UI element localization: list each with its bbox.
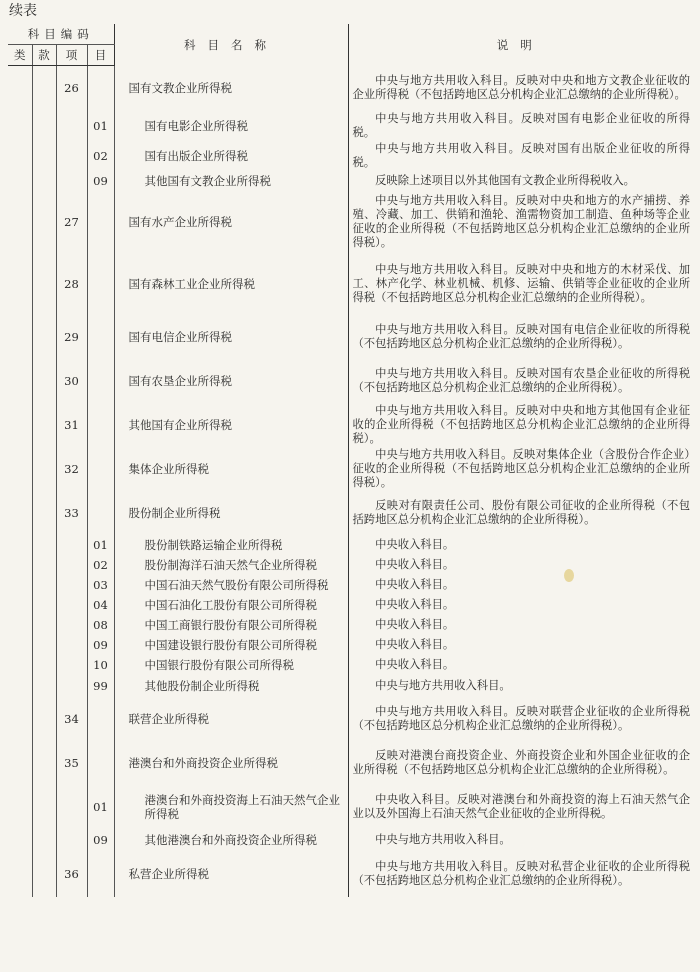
table-row (8, 741, 692, 785)
kuan-cell (32, 741, 56, 785)
subject-name-cell: 其他股份制企业所得税 (114, 675, 348, 697)
xiang-cell (56, 171, 87, 191)
mu-cell (87, 65, 114, 110)
mu-cell: 03 (87, 575, 114, 595)
mu-cell (87, 191, 114, 253)
lei-cell (8, 315, 32, 359)
xiang-cell (56, 615, 87, 635)
mu-cell (87, 403, 114, 447)
lei-cell (8, 851, 32, 897)
subject-code-table (8, 24, 692, 897)
table-row (8, 655, 692, 675)
xiang-cell (56, 141, 87, 171)
table-row (8, 141, 692, 171)
table-row (8, 359, 692, 403)
table-row (8, 785, 692, 829)
description-cell: 中央与地方共用收入科目。反映对国有农垦企业征收的所得税（不包括跨地区总分机构企业汇总缴纳的企业所得税）。 (352, 367, 690, 394)
kuan-cell (32, 697, 56, 741)
lei-cell (8, 447, 32, 491)
table-row (8, 555, 692, 575)
mu-cell (87, 491, 114, 535)
description-cell: 中央与地方共用收入科目。反映对中央和地方的木材采伐、加工、林产化学、林业机械、机修、运输、供销等企业征收的企业所得税（不包括跨地区总分机构企业汇总缴纳的企业所得税）。 (352, 263, 690, 304)
mu-cell (87, 447, 114, 491)
lei-cell (8, 555, 32, 575)
lei-cell (8, 65, 32, 110)
xiang-cell (56, 555, 87, 575)
subject-name-cell: 股份制海洋石油天然气企业所得税 (114, 555, 348, 575)
xiang-cell: 33 (56, 491, 87, 535)
subject-name-cell: 国有水产企业所得税 (114, 191, 348, 253)
subject-name-cell: 私营企业所得税 (114, 851, 348, 897)
subject-name-cell: 港澳台和外商投资海上石油天然气企业所得税 (114, 785, 348, 829)
description-cell: 中央收入科目。反映对港澳台和外商投资的海上石油天然气企业以及外国海上石油天然气企业征收的企业所得税。 (352, 793, 690, 820)
mu-cell: 01 (87, 535, 114, 555)
subject-name-cell: 国有出版企业所得税 (114, 141, 348, 171)
description-cell: 中央与地方共用收入科目。反映对中央和地方其他国有企业征收的企业所得税（不包括跨地区总分机构企业汇总缴纳的企业所得税）。 (352, 404, 690, 445)
table-row (8, 697, 692, 741)
kuan-cell (32, 829, 56, 851)
subject-name-cell: 股份制企业所得税 (114, 491, 348, 535)
lei-cell (8, 675, 32, 697)
lei-cell (8, 635, 32, 655)
subject-name-cell: 联营企业所得税 (114, 697, 348, 741)
description-cell: 中央收入科目。 (375, 598, 455, 611)
kuan-header: 款 (32, 44, 56, 65)
xiang-cell: 26 (56, 65, 87, 110)
subject-name-cell: 国有农垦企业所得税 (114, 359, 348, 403)
mu-cell (87, 741, 114, 785)
description-cell: 中央收入科目。 (375, 658, 455, 671)
mu-cell (87, 851, 114, 897)
lei-cell (8, 615, 32, 635)
kuan-cell (32, 65, 56, 110)
lei-cell (8, 171, 32, 191)
xiang-cell: 35 (56, 741, 87, 785)
description-cell: 中央与地方共用收入科目。反映对国有出版企业征收的所得税。 (352, 142, 690, 169)
mu-header: 目 (87, 44, 114, 65)
mu-cell: 09 (87, 635, 114, 655)
description-cell: 中央与地方共用收入科目。反映对集体企业（含股份合作企业）征收的企业所得税（不包括跨地区总分机构企业汇总缴纳的企业所得税）。 (352, 448, 690, 489)
mu-cell: 04 (87, 595, 114, 615)
table-row (8, 575, 692, 595)
subject-name-cell: 中国工商银行股份有限公司所得税 (114, 615, 348, 635)
mu-cell: 02 (87, 141, 114, 171)
description-cell: 反映对港澳台商投资企业、外商投资企业和外国企业征收的企业所得税（不包括跨地区总分机构企业汇总缴纳的企业所得税）。 (352, 749, 690, 776)
subject-name-cell: 中国银行股份有限公司所得税 (114, 655, 348, 675)
xiang-cell: 27 (56, 191, 87, 253)
xiang-cell: 36 (56, 851, 87, 897)
description-cell: 中央收入科目。 (375, 538, 455, 551)
kuan-cell (32, 403, 56, 447)
xiang-cell (56, 595, 87, 615)
lei-cell (8, 253, 32, 315)
table-row (8, 110, 692, 141)
mu-cell: 01 (87, 110, 114, 141)
xiang-cell: 34 (56, 697, 87, 741)
table-row (8, 191, 692, 253)
mu-cell (87, 359, 114, 403)
paper-stain (564, 569, 574, 582)
mu-cell: 08 (87, 615, 114, 635)
subject-name-cell: 中国建设银行股份有限公司所得税 (114, 635, 348, 655)
mu-cell: 10 (87, 655, 114, 675)
kuan-cell (32, 359, 56, 403)
xiang-cell: 29 (56, 315, 87, 359)
description-cell: 中央收入科目。 (375, 618, 455, 631)
kuan-cell (32, 635, 56, 655)
description-cell: 中央与地方共用收入科目。反映对国有电影企业征收的所得税。 (352, 111, 690, 139)
xiang-cell (56, 635, 87, 655)
lei-cell (8, 829, 32, 851)
table-row (8, 615, 692, 635)
lei-cell (8, 785, 32, 829)
xiang-header: 项 (56, 44, 87, 65)
table-row (8, 535, 692, 555)
kuan-cell (32, 110, 56, 141)
table-caption: 续表 (9, 3, 37, 19)
kuan-cell (32, 315, 56, 359)
xiang-cell (56, 535, 87, 555)
table-row (8, 65, 692, 110)
lei-header: 类 (8, 44, 32, 65)
subject-name-cell: 其他国有文教企业所得税 (114, 171, 348, 191)
lei-cell (8, 535, 32, 555)
lei-cell (8, 697, 32, 741)
description-cell: 中央收入科目。 (375, 558, 455, 571)
lei-cell (8, 359, 32, 403)
kuan-cell (32, 655, 56, 675)
table-body (8, 65, 692, 897)
table-row (8, 829, 692, 851)
subject-name-cell: 国有电信企业所得税 (114, 315, 348, 359)
description-cell: 中央与地方共用收入科目。反映对中央和地方的水产捕捞、养殖、冷藏、加工、供销和渔轮、渔需物资加工制造、鱼种场等企业征收的企业所得税（不包括跨地区总分机构企业汇总缴纳的企业所得税）。 (352, 194, 690, 249)
kuan-cell (32, 595, 56, 615)
lei-cell (8, 655, 32, 675)
mu-cell: 02 (87, 555, 114, 575)
description-cell: 中央与地方共用收入科目。反映对国有电信企业征收的所得税（不包括跨地区总分机构企业汇总缴纳的企业所得税）。 (352, 323, 690, 350)
xiang-cell: 30 (56, 359, 87, 403)
desc-column-header: 说明 (348, 24, 692, 65)
subject-name-cell: 股份制铁路运输企业所得税 (114, 535, 348, 555)
kuan-cell (32, 575, 56, 595)
description-cell: 中央收入科目。 (375, 638, 455, 651)
subject-name-cell: 国有森林工业企业所得税 (114, 253, 348, 315)
table-row (8, 675, 692, 697)
table-row (8, 447, 692, 491)
description-cell: 反映对有限责任公司、股份有限公司征收的企业所得税（不包括跨地区总分机构企业汇总缴纳的企业所得税）。 (352, 499, 690, 526)
kuan-cell (32, 491, 56, 535)
table-row (8, 491, 692, 535)
kuan-cell (32, 535, 56, 555)
description-cell: 中央收入科目。 (375, 578, 455, 591)
mu-cell: 09 (87, 171, 114, 191)
xiang-cell (56, 110, 87, 141)
description-cell: 中央与地方共用收入科目。 (375, 679, 511, 692)
lei-cell (8, 491, 32, 535)
xiang-cell (56, 675, 87, 697)
subject-name-cell: 中国石油化工股份有限公司所得税 (114, 595, 348, 615)
kuan-cell (32, 785, 56, 829)
mu-cell: 09 (87, 829, 114, 851)
mu-cell: 99 (87, 675, 114, 697)
table-row (8, 635, 692, 655)
subject-name-cell: 国有文教企业所得税 (114, 65, 348, 110)
name-column-header: 科目名称 (114, 24, 348, 65)
table-row (8, 253, 692, 315)
kuan-cell (32, 555, 56, 575)
mu-cell: 01 (87, 785, 114, 829)
description-cell: 中央与地方共用收入科目。反映对联营企业征收的企业所得税（不包括跨地区总分机构企业汇总缴纳的企业所得税）。 (352, 705, 690, 732)
kuan-cell (32, 253, 56, 315)
xiang-cell: 31 (56, 403, 87, 447)
table-row (8, 403, 692, 447)
subject-name-cell: 其他港澳台和外商投资企业所得税 (114, 829, 348, 851)
lei-cell (8, 191, 32, 253)
subject-name-cell: 港澳台和外商投资企业所得税 (114, 741, 348, 785)
subject-name-cell: 集体企业所得税 (114, 447, 348, 491)
mu-cell (87, 315, 114, 359)
table-row (8, 851, 692, 897)
xiang-cell: 28 (56, 253, 87, 315)
kuan-cell (32, 171, 56, 191)
description-cell: 反映除上述项目以外其他国有文教企业所得税收入。 (375, 174, 635, 187)
kuan-cell (32, 191, 56, 253)
kuan-cell (32, 141, 56, 171)
lei-cell (8, 595, 32, 615)
mu-cell (87, 253, 114, 315)
lei-cell (8, 741, 32, 785)
subject-name-cell: 其他国有企业所得税 (114, 403, 348, 447)
kuan-cell (32, 615, 56, 635)
table-row (8, 171, 692, 191)
description-cell: 中央与地方共用收入科目。反映对中央和地方文教企业征收的企业所得税（不包括跨地区总分机构企业汇总缴纳的企业所得税）。 (352, 73, 690, 101)
code-group-header: 科目编码 (8, 24, 114, 44)
xiang-cell (56, 655, 87, 675)
kuan-cell (32, 675, 56, 697)
kuan-cell (32, 851, 56, 897)
lei-cell (8, 141, 32, 171)
xiang-cell (56, 785, 87, 829)
description-cell: 中央与地方共用收入科目。 (375, 833, 511, 846)
kuan-cell (32, 447, 56, 491)
table-row (8, 315, 692, 359)
mu-cell (87, 697, 114, 741)
subject-name-cell: 国有电影企业所得税 (114, 110, 348, 141)
lei-cell (8, 110, 32, 141)
lei-cell (8, 403, 32, 447)
subject-name-cell: 中国石油天然气股份有限公司所得税 (114, 575, 348, 595)
lei-cell (8, 575, 32, 595)
description-cell: 中央与地方共用收入科目。反映对私营企业征收的企业所得税（不包括跨地区总分机构企业汇总缴纳的企业所得税）。 (352, 860, 690, 887)
xiang-cell (56, 575, 87, 595)
xiang-cell (56, 829, 87, 851)
xiang-cell: 32 (56, 447, 87, 491)
table-row (8, 595, 692, 615)
